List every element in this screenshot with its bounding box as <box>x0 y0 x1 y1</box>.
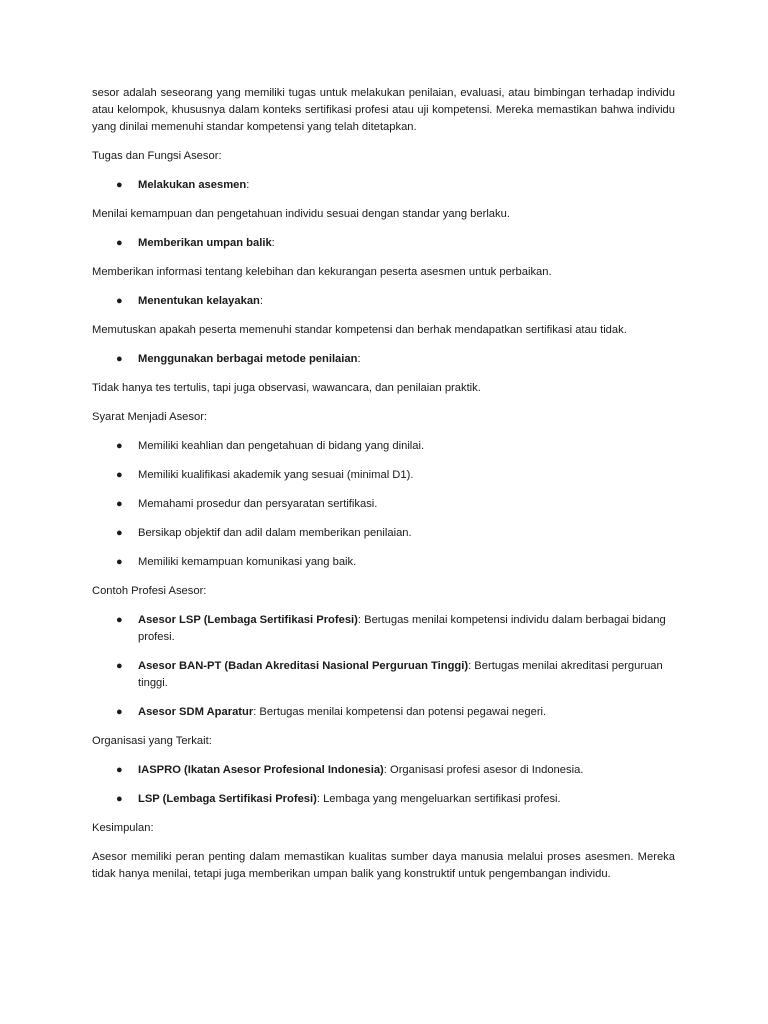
item-title: Asesor SDM Aparatur <box>138 706 254 718</box>
item-description: Memberikan informasi tentang kelebihan dan kekurangan peserta asesmen untuk perbaikan. <box>92 266 552 278</box>
list-item <box>92 438 675 455</box>
bullet-icon: ● <box>116 295 123 307</box>
contoh-list <box>92 612 675 721</box>
list-item: ● Asesor SDM Aparatur: Bertugas menilai kompetensi dan potensi pegawai negeri. <box>92 704 675 721</box>
organisasi-heading: Organisasi yang Terkait: <box>92 735 212 747</box>
list-item: ● LSP (Lembaga Sertifikasi Profesi): Lembaga yang mengeluarkan sertifikasi profesi. <box>92 791 675 808</box>
item-text: Memiliki kemampuan komunikasi yang baik. <box>138 556 357 568</box>
item-text: Organisasi profesi asesor di Indonesia. <box>386 764 584 776</box>
item-description: Menilai kemampuan dan pengetahuan individu sesuai dengan standar yang berlaku. <box>92 208 510 220</box>
item-title: Melakukan asesmen <box>138 179 247 191</box>
tugas-list-3 <box>92 293 675 310</box>
bullet-icon: ● <box>116 498 123 510</box>
item-text: Lembaga yang mengeluarkan sertifikasi profesi. <box>319 793 561 805</box>
item-text: Bersikap objektif dan adil dalam memberikan penilaian. <box>138 527 412 539</box>
list-item: ● Menggunakan berbagai metode penilaian: <box>92 351 675 368</box>
syarat-heading: Syarat Menjadi Asesor: <box>92 411 208 423</box>
tugas-list-1 <box>92 177 675 194</box>
organisasi-list <box>92 762 675 808</box>
item-title: Memberikan umpan balik <box>138 237 272 249</box>
bullet-icon: ● <box>116 527 123 539</box>
bullet-icon: ● <box>116 793 123 805</box>
bullet-icon: ● <box>116 469 123 481</box>
bullet-icon: ● <box>116 706 123 718</box>
kesimpulan-heading: Kesimpulan: <box>92 822 154 834</box>
bullet-icon: ● <box>116 179 123 191</box>
item-text: Memiliki kualifikasi akademik yang sesuai (minimal D1). <box>138 469 414 481</box>
list-item: ● Menentukan kelayakan: <box>92 293 675 310</box>
item-title: IASPRO (Ikatan Asesor Profesional Indonesia) <box>138 764 384 776</box>
bullet-icon: ● <box>116 764 123 776</box>
document-page <box>92 85 675 895</box>
item-title: Asesor BAN-PT (Badan Akreditasi Nasional Perguruan Tinggi) <box>138 660 469 672</box>
kesimpulan-paragraph: Asesor memiliki peran penting dalam memastikan kualitas sumber daya manusia melalui proses asesmen. Mereka tidak hanya menilai, tetapi juga memberikan umpan balik yang konstruktif untuk pengembangan individu. <box>92 851 675 880</box>
tugas-heading: Tugas dan Fungsi Asesor: <box>92 150 222 162</box>
list-item <box>92 496 675 513</box>
item-description: Memutuskan apakah peserta memenuhi standar kompetensi dan berhak mendapatkan sertifikasi atau tidak. <box>92 324 627 336</box>
contoh-heading: Contoh Profesi Asesor: <box>92 585 207 597</box>
intro-paragraph: sesor adalah seseorang yang memiliki tugas untuk melakukan penilaian, evaluasi, atau bimbingan terhadap individu atau kelompok, khususnya dalam konteks sertifikasi profesi atau uji kompetensi. Mereka memastikan bahwa individu yang dinilai memenuhi standar kompetensi yang telah ditetapkan. <box>92 87 675 133</box>
item-text: Bertugas menilai kompetensi individu dalam berbagai bidang profesi. <box>138 614 666 643</box>
list-item: ● Melakukan asesmen: <box>92 177 675 194</box>
list-item <box>92 525 675 542</box>
item-text: Bertugas menilai kompetensi dan potensi pegawai negeri. <box>256 706 547 718</box>
item-title: LSP (Lembaga Sertifikasi Profesi) <box>138 793 317 805</box>
bullet-icon: ● <box>116 237 123 249</box>
bullet-icon: ● <box>116 353 123 365</box>
tugas-list-4 <box>92 351 675 368</box>
list-item <box>92 467 675 484</box>
item-text: Memahami prosedur dan persyaratan sertifikasi. <box>138 498 378 510</box>
item-title: Menentukan kelayakan <box>138 295 260 307</box>
list-item: ● Asesor LSP (Lembaga Sertifikasi Profesi): Bertugas menilai kompetensi individu dalam berbagai bidang profesi. <box>116 614 666 643</box>
bullet-icon: ● <box>116 556 123 568</box>
bullet-icon: ● <box>116 614 123 626</box>
syarat-list <box>92 438 675 571</box>
list-item: ● IASPRO (Ikatan Asesor Profesional Indonesia): Organisasi profesi asesor di Indonesia. <box>92 762 675 779</box>
bullet-icon: ● <box>116 440 123 452</box>
item-text: Bertugas menilai akreditasi perguruan tinggi. <box>138 660 663 689</box>
bullet-icon: ● <box>116 660 123 672</box>
item-description: Tidak hanya tes tertulis, tapi juga observasi, wawancara, dan penilaian praktik. <box>92 382 481 394</box>
list-item: ● Memberikan umpan balik: <box>92 235 675 252</box>
item-title: Asesor LSP (Lembaga Sertifikasi Profesi) <box>138 614 358 626</box>
list-item <box>92 554 675 571</box>
list-item: ● Asesor BAN-PT (Badan Akreditasi Nasional Perguruan Tinggi): Bertugas menilai akreditasi perguruan tinggi. <box>116 660 663 689</box>
item-title: Menggunakan berbagai metode penilaian <box>138 353 358 365</box>
item-text: Memiliki keahlian dan pengetahuan di bidang yang dinilai. <box>138 440 425 452</box>
tugas-list-2 <box>92 235 675 252</box>
